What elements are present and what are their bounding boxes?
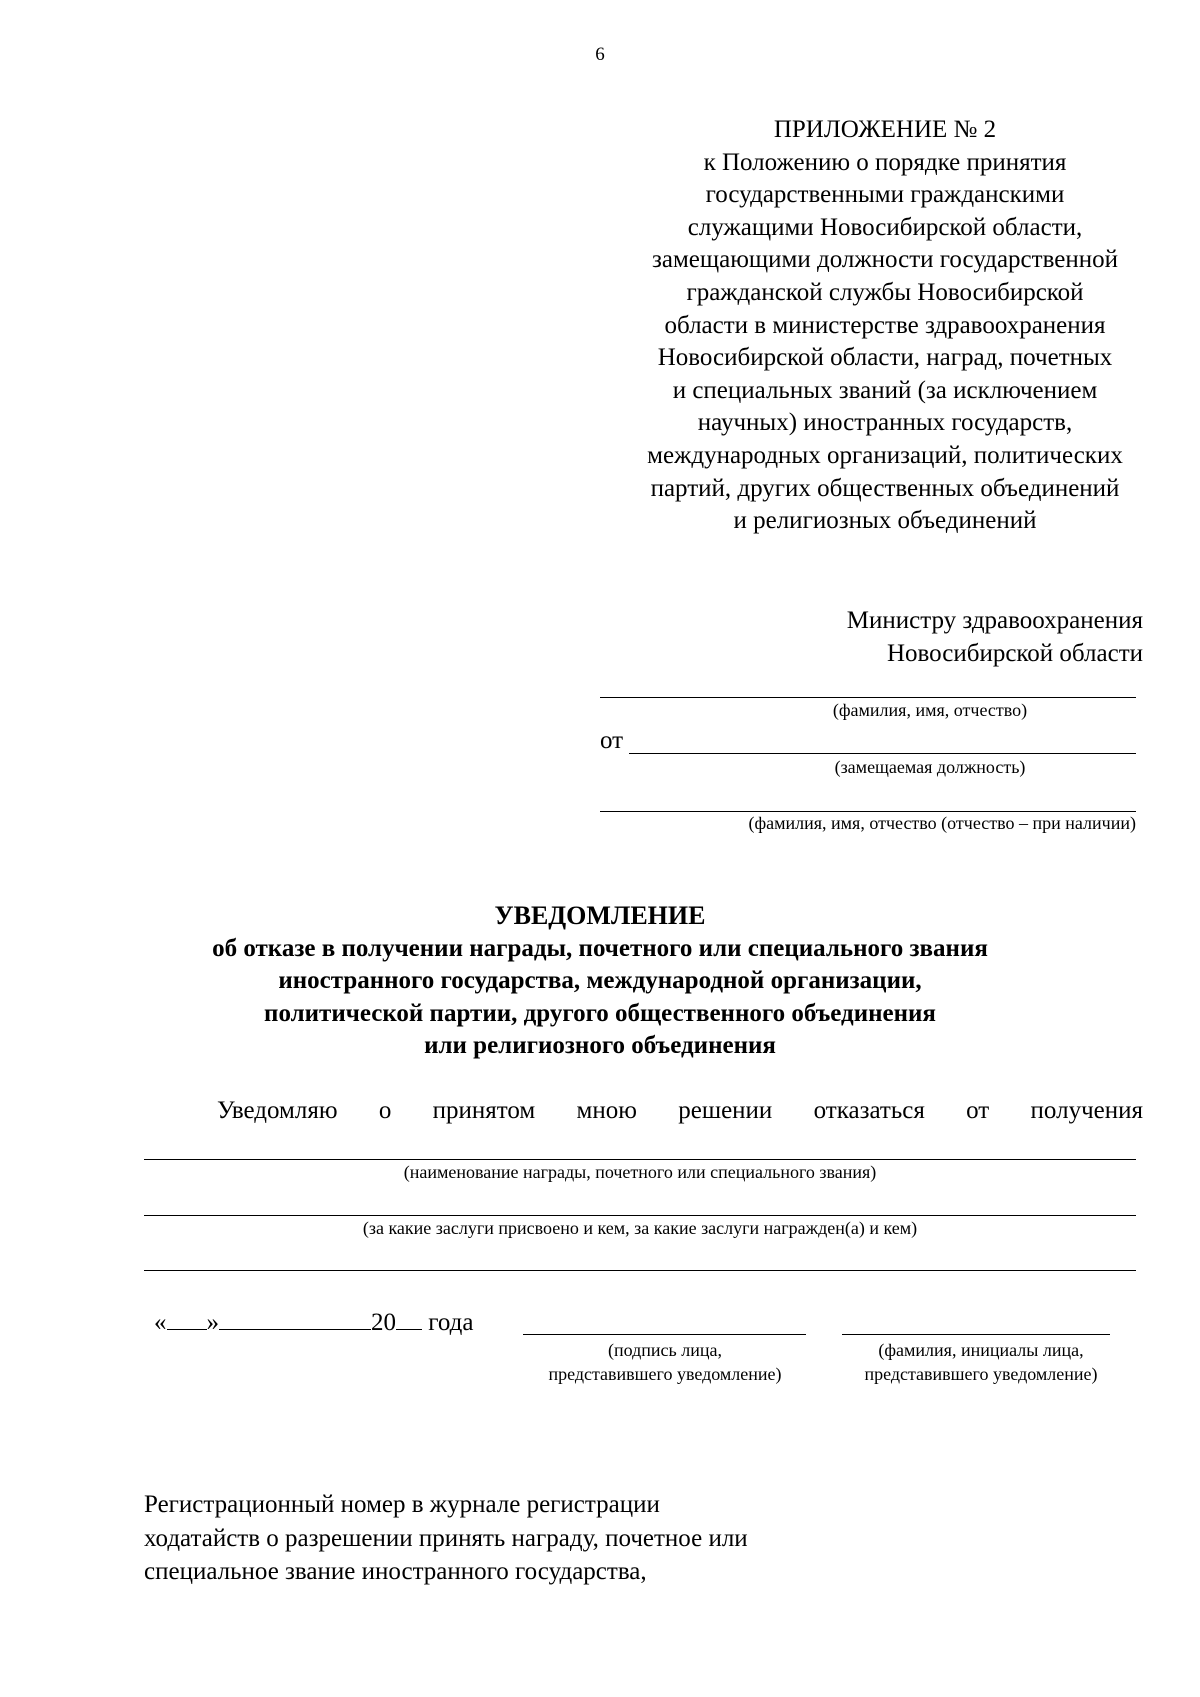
caption-position: (замещаемая должность) (834, 757, 1026, 777)
caption-fio-full: (фамилия, имя, отчество (отчество – при наличии) (748, 813, 1136, 833)
appendix-line: государственными гражданскими (705, 181, 1065, 209)
registration-line: Регистрационный номер в журнале регистрации (144, 1491, 660, 1518)
appendix-line: к Положению о порядке принятия (703, 148, 1067, 176)
caption-signature-line: представившего уведомление) (548, 1364, 782, 1384)
caption-award: (наименование награды, почетного или специального звания) (403, 1162, 877, 1182)
signature-blank-line[interactable] (523, 1334, 806, 1335)
title-line: политической партии, другого общественного объединения (264, 999, 936, 1027)
date-year-suffix: года (428, 1309, 474, 1336)
appendix-line: партий, других общественных объединений (650, 474, 1120, 502)
appendix-line: замещающими должности государственной (652, 246, 1118, 274)
addressee (700, 604, 1143, 670)
award-blank-line[interactable] (144, 1159, 1136, 1160)
title-line: об отказе в получении награды, почетного или специального звания (212, 934, 988, 962)
day-blank[interactable] (167, 1307, 207, 1330)
fio-full-blank-line[interactable] (600, 811, 1136, 812)
fio-blank-line[interactable] (600, 697, 1136, 698)
appendix-line: служащими Новосибирской области, (687, 213, 1083, 241)
title-line: иностранного государства, международной организации, (278, 967, 922, 994)
appendix-header (600, 114, 1170, 538)
caption-signature (520, 1338, 810, 1386)
appendix-line: ПРИЛОЖЕНИЕ № 2 (773, 116, 997, 143)
position-blank-line[interactable] (629, 753, 1136, 754)
addressee-line: Новосибирской области (886, 640, 1143, 667)
from-label: от (600, 727, 624, 754)
registration-line: ходатайств о разрешении принять награду, почетное или (144, 1524, 748, 1552)
name-blank-line[interactable] (842, 1334, 1110, 1335)
registration-line: специальное звание иностранного государства, (144, 1558, 647, 1585)
appendix-line: и специальных званий (за исключением (672, 376, 1098, 404)
addressee-line: Министру здравоохранения (846, 607, 1143, 634)
appendix-line: научных) иностранных государств, (697, 409, 1073, 437)
date-year-prefix: 20 (371, 1309, 396, 1336)
appendix-line: области в министерстве здравоохранения (664, 311, 1106, 339)
caption-fio: (фамилия, имя, отчество) (832, 700, 1028, 720)
appendix-line: и религиозных объединений (733, 507, 1037, 535)
merits-blank-line[interactable] (144, 1215, 1136, 1216)
document-title (100, 900, 1100, 1063)
date-field[interactable] (154, 1307, 473, 1337)
appendix-line: гражданской службы Новосибирской (686, 278, 1084, 306)
year-blank[interactable] (396, 1307, 422, 1330)
title-main: УВЕДОМЛЕНИЕ (494, 901, 706, 930)
registration-text (144, 1488, 944, 1589)
appendix-line: международных организаций, политических (647, 441, 1123, 469)
notify-text: Уведомляю о принятом мною решении отказаться от получения (217, 1097, 1143, 1124)
caption-name (836, 1338, 1126, 1386)
caption-name-line: (фамилия, инициалы лица, (878, 1340, 1084, 1360)
date-close-quote: » (206, 1309, 219, 1336)
title-line: или религиозного объединения (424, 1032, 776, 1059)
caption-signature-line: (подпись лица, (608, 1340, 722, 1360)
appendix-line: Новосибирской области, наград, почетных (657, 344, 1113, 372)
date-open-quote: « (154, 1309, 167, 1336)
extra-blank-line[interactable] (144, 1270, 1136, 1271)
caption-merits: (за какие заслуги присвоено и кем, за какие заслуги награжден(а) и кем) (362, 1218, 918, 1238)
month-blank[interactable] (219, 1307, 371, 1330)
caption-name-line: представившего уведомление) (864, 1364, 1098, 1384)
page-number: 6 (595, 44, 605, 65)
